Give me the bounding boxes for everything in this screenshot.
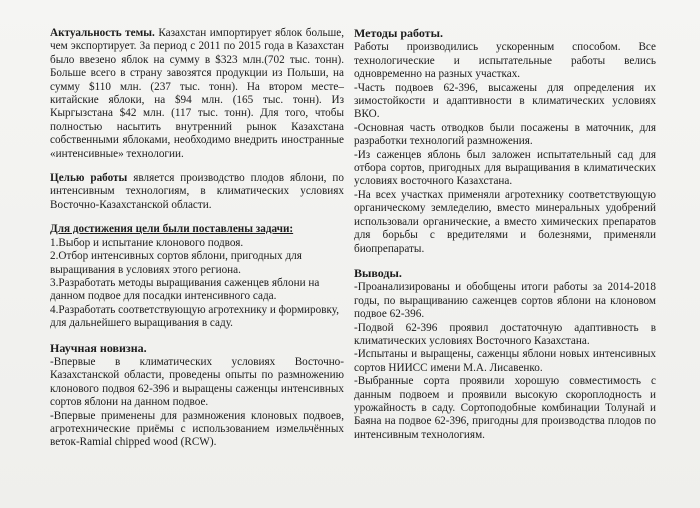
task-item-2: 2.Отбор интенсивных сортов яблони, пригодных для выращивания в условиях этого региона. [50,250,302,276]
goal-text: является производство плодов яблони, по интенсивным технологиям, в климатических условиях Восточно-Казахстанской области. [50,172,344,211]
tasks-section [50,223,344,330]
goal-section [50,172,344,212]
novelty-heading: Научная новизна. [50,340,147,355]
task-item-3: 3.Разработать методы выращивания саженцев яблони на данном подвое для посадки интенсивного сада. [50,276,320,303]
conclusions-heading: Выводы. [354,265,402,280]
goal-paragraph [50,172,344,212]
conclusions-item-1: -Проанализированы и обобщены итоги работы за 2014-2018 годы, по выращиванию саженцев сортов яблони на клоновом подвое 62-396. [354,281,656,321]
conclusions-item-3: -Испытаны и выращены, саженцы яблони новых интенсивных сортов НИИСС имени М.А. Лисавенко. [354,348,656,374]
task-item-4: 4.Разработать соответствующую агротехнику и формировку, для дальнейшего выращивания в саду. [50,303,340,330]
novelty-section [50,342,344,450]
right-column [354,27,656,453]
task-item-1: 1.Выбор и испытание клонового подвоя. [50,236,244,249]
methods-item-4: -Из саженцев яблонь был заложен испытательный сад для отбора сортов, пригодных для выращивания в климатических условиях восточного Казахстана. [354,148,656,188]
conclusions-item-4: -Выбранные сорта проявили хорошую совместимость с данным подвоем и проявили высокую скороплодность и урожайность в саду. Сортоподобные комбинации Толунай и Баяна на подвое 62-396, пригодны для производства плодов по интенсивным технологиям. [354,375,656,441]
methods-item-2: -Часть подвоев 62-396, высажены для определения их зимостойкости и адаптивности в климатических условиях ВКО. [354,81,656,121]
methods-item-3: -Основная часть отводков были посажены в маточник, для разработки технологий размножения. [354,121,656,148]
relevance-section [50,27,344,161]
methods-item-1: Работы производились ускоренным способом. Все технологические и испытательные работы велись одновременно на разных участках. [354,41,656,81]
methods-item-5: -На всех участках применяли агротехнику соответствующую органическому земледелию, вместо минеральных удобрений использовали органические, а вместо химических препаратов для борьбы с вредителями и болезнями, применяли биопрепараты. [354,188,656,255]
novelty-item-1: -Впервые в климатических условиях Восточно-Казахстанской области, проведены опыты по размножению клонового подвоя 62-396 и выращены саженцы интенсивных сортов яблони на данном подвое. [50,355,344,409]
novelty-item-2: -Впервые применены для размножения клоновых подвоев, агротехнические приёмы с использованием измельчённых веток-Ramial chipped wood (RCW). [50,409,344,449]
methods-heading: Методы работы. [354,26,443,40]
relevance-text: Казахстан импортирует яблок больше, чем экспортирует. За период с 2011 по 2015 года в Казахстан было ввезено яблок на сумму в $323 млн.(702 тыс. тонн). Больше всего в страну завозятся продукции из Польши, на сумму $110 млн. (237 тыс. тонн). На втором месте– китайские яблоки, на $94 млн. (165 тыс. тонн). Из Кыргызстана $42 млн. (117 тыс. тонн). Для того, чтобы полностью насытить внутренний рынок Казахстана собственными яблоками, необходимо внедрить иностранные «интенсивные» технологии. [50,27,345,160]
goal-heading: Целью работы [50,172,128,185]
left-column [50,27,344,461]
methods-section [354,27,656,256]
conclusions-item-2: -Подвой 62-396 проявил достаточную адаптивность в климатических условиях Восточного Казахстана. [354,321,656,347]
tasks-heading: Для достижения цели были поставлены задачи: [50,223,294,236]
relevance-paragraph [50,27,344,161]
conclusions-section [354,267,656,442]
relevance-heading: Актуальность темы. [50,27,155,39]
